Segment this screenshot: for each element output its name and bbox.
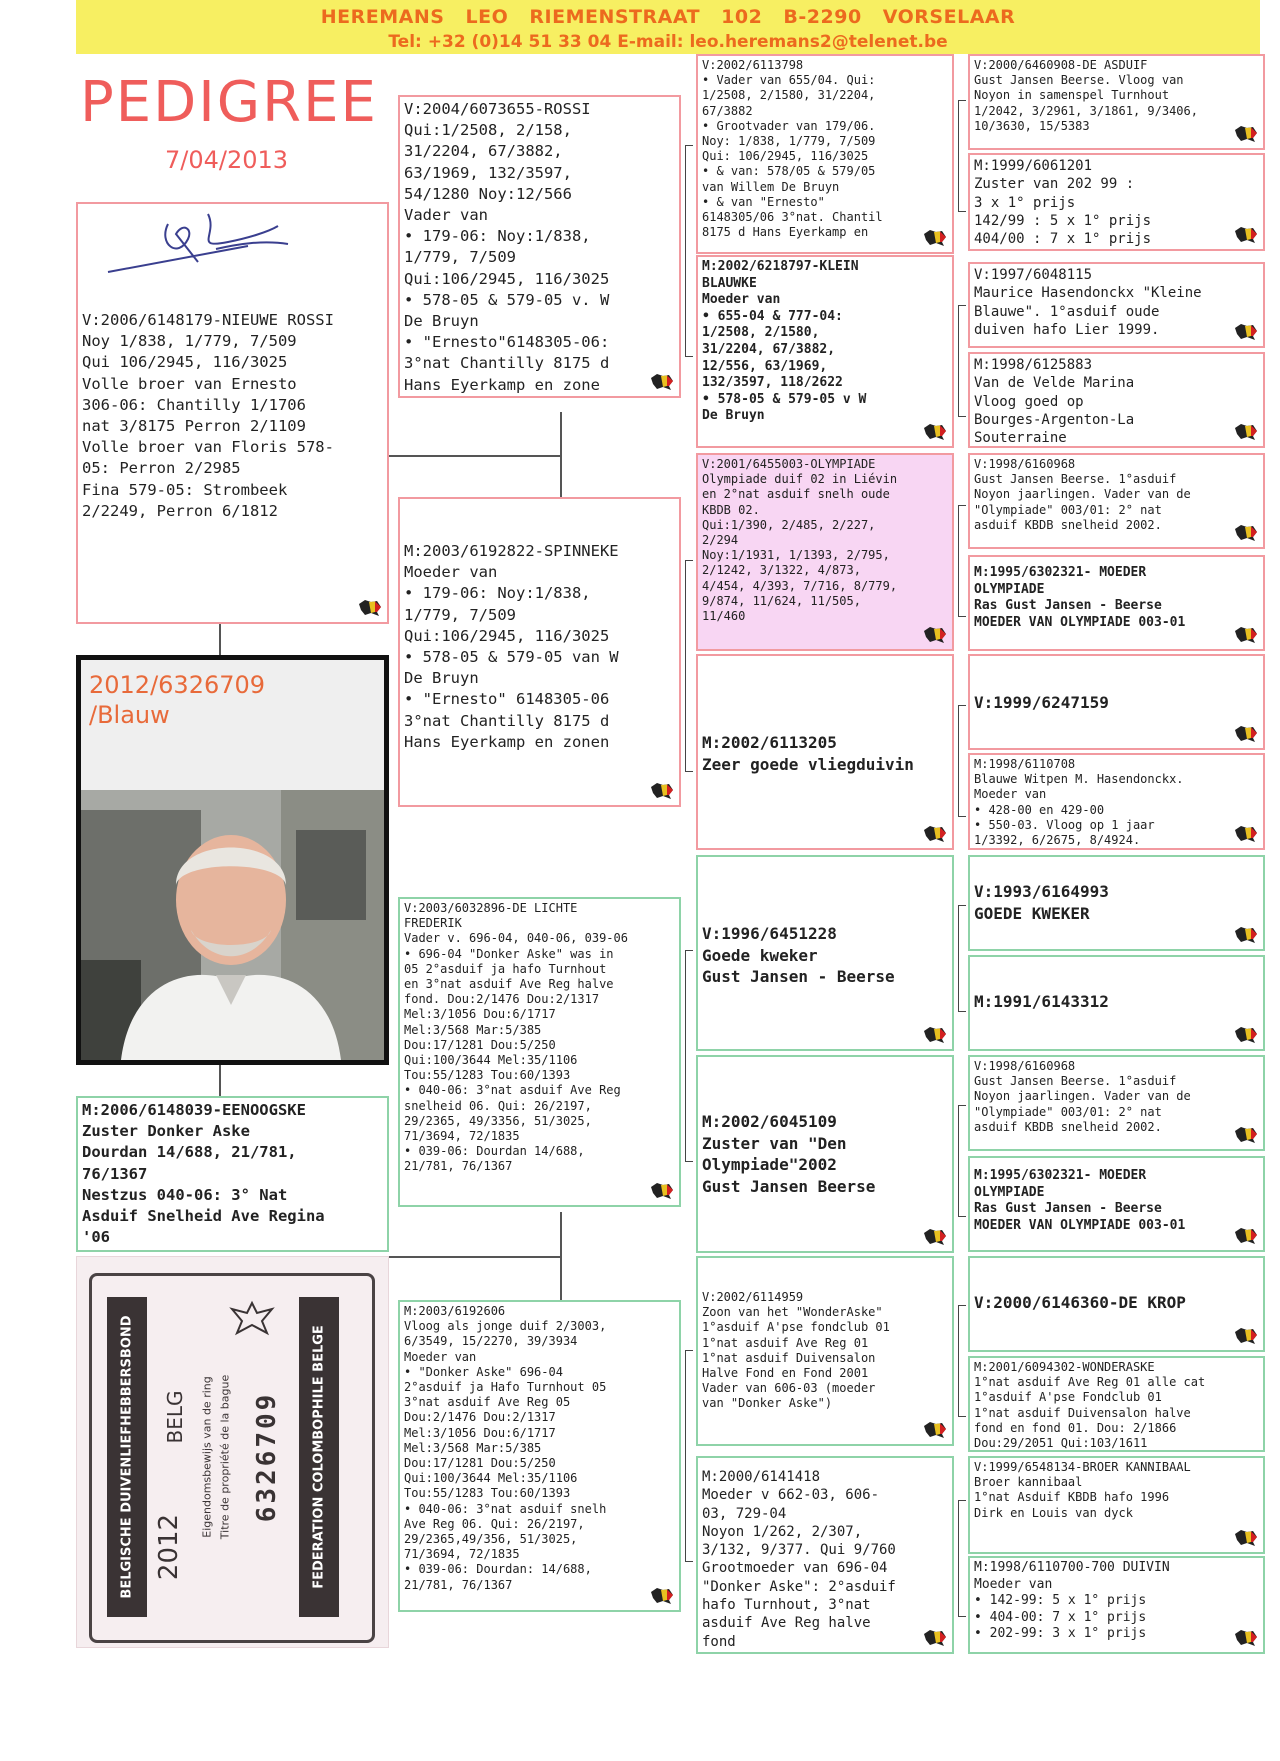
gen4-box-9 [968,855,1265,951]
gen3-text-8: M:2000/6141418 Moeder v 662-03, 606- 03, 729-04 Noyon 1/262, 2/307, 3/132, 9/377. Qui 9/760 Grootmoeder van 696-04 "Donker Aske": 2°asduif hafo Turnhout, 3°nat asduif Ave Reg halve fond [702,1469,896,1650]
pedigree-date: 7/04/2013 [165,146,289,174]
gen4-text-5: V:1998/6160968 Gust Jansen Beerse. 1°asduif Noyon jaarlingen. Vader van de "Olympiade" 003/01: 2° nat asduif KBDB snelheid 2002. [974,457,1191,532]
gen4-text-16: M:1998/6110700-700 DUIVIN Moeder van • 142-99: 5 x 1° prijs • 404-00: 7 x 1° prijs • 202-99: 3 x 1° prijs [974,1560,1170,1642]
gen4-box-7 [968,654,1265,750]
gen3-text-3: V:2001/6455003-OLYMPIADE Olympiade duif 02 in Liévin en 2°nat asduif snelh oude KBDB 02. Qui:1/390, 2/485, 2/227, 2/294 Noy:1/1931, 1/1393, 2/795, 2/1242, 3/1322, 4/873, 4/454, 4/393, 7/716, 8/779, 9/874, 11/624, 11/505, 11/460 [702,457,898,624]
gen4-text-1: V:2000/6460908-DE ASDUIF Gust Jansen Beerse. Vloog van Noyon in samenspel Turnhout 1/2042, 3/2961, 3/1861, 9/3406, 10/3630, 15/5383 [974,58,1198,133]
belgium-map-icon [1233,1226,1259,1246]
dam-of-sire-text: M:2003/6192822-SPINNEKE Moeder van • 179-06: Noy:1/838, 1/779, 7/509 Qui:106/2945, 116/3025 • 578-05 & 579-05 van W De Bruyn • "Ernesto" 6148305-06 3°nat Chantilly 8175 d Hans Eyerkamp en zonen [404,542,619,751]
sire-of-dam-text: V:2003/6032896-DE LICHTE FREDERIK Vader v. 696-04, 040-06, 039-06 • 696-04 "Donker Aske" was in 05 2°asduif ja hafo Turnhout en 3°nat asduif Ave Reg halve fond. Dou:2/1476 Dou:2/1317 Mel:3/1056 Dou:6/1717 Mel:3/568 Mar:5/385 Dou:17/1281 Dou:5/250 Qui:100/3644 Mel:35/1106 Tou:55/1283 Tou:60/1393 • 040-06: 3°nat asduif Ave Reg snelheid 06. Qui: 26/2197, 29/2365, 49/3356, 51/3025, 71/3694, 72/1835 • 039-06: Dourdan 14/688, 21/781, 76/1367 [404,901,628,1174]
header-banner [76,0,1260,54]
belgium-map-icon [1233,523,1259,543]
belgium-map-icon [649,781,675,801]
gen4-box-16 [968,1556,1265,1654]
gen3-text-2: M:2002/6218797-KLEIN BLAUWKE Moeder van • 655-04 & 777-04: 1/2508, 2/1580, 31/2204, 67/3882, 12/556, 63/1969, 132/3597, 118/2622 • 578-05 & 579-05 v W De Bruyn [702,259,867,424]
pigeon-photo [76,655,389,1065]
gen4-text-2: M:1999/6061201 Zuster van 202 99 : 3 x 1° prijs 142/99 : 5 x 1° prijs 404/00 : 7 x 1° prijs [974,158,1152,248]
gen4-text-10: M:1991/6143312 [974,992,1109,1011]
card-small-1: Eigendomsbewijs van de ring [200,1376,214,1538]
gen4-box-3 [968,262,1265,348]
gen4-box-10 [968,955,1265,1051]
gen3-text-7: V:2002/6114959 Zoon van het "WonderAske" 1°asduif A'pse fondclub 01 1°nat asduif Ave Reg 01 1°nat asduif Duivensalon Halve Fond en Fond 2001 Vader van 606-03 (moeder van "Donker Aske") [702,1290,890,1411]
belgium-map-icon [922,1628,948,1648]
gen3-text-6: M:2002/6045109 Zuster van "Den Olympiade"2002 Gust Jansen Beerse [702,1112,876,1196]
gen4-text-6: M:1995/6302321- MOEDER OLYMPIADE Ras Gust Jansen - Beerse MOEDER VAN OLYMPIADE 003-01 [974,565,1186,630]
header-address: HEREMANS LEO RIEMENSTRAAT 102 B-2290 VORSELAAR [320,6,1016,28]
gen3-box-7 [696,1256,954,1446]
belgium-map-icon [922,625,948,645]
belgium-map-icon [1233,625,1259,645]
sire-of-dam-box [398,897,681,1207]
belgium-map-icon [922,1025,948,1045]
gen3-box-4 [696,654,954,850]
gen4-text-13: V:2000/6146360-DE KROP [974,1293,1186,1312]
subject-father-box [76,202,389,624]
card-left-text: BELGISCHE DUIVENLIEFHEBBERSBOND [119,1315,135,1599]
signature [98,204,298,284]
subject-mother-text: M:2006/6148039-EENOOGSKE Zuster Donker Aske Dourdan 14/688, 21/781, 76/1367 Nestzus 040-06: 3° Nat Asduif Snelheid Ave Regina '06 [82,1101,325,1247]
subject-mother-box [76,1096,389,1252]
sire-box [398,95,681,398]
gen3-text-4: M:2002/6113205 Zeer goede vliegduivin [702,733,914,774]
belgium-map-icon [922,228,948,248]
gen3-text-5: V:1996/6451228 Goede kweker Gust Jansen - Beerse [702,924,895,986]
card-number: 6326709 [252,1391,282,1523]
belgium-map-icon [1233,925,1259,945]
belgium-map-icon [1233,225,1259,245]
gen4-box-4 [968,352,1265,448]
belgium-map-icon [1233,1628,1259,1648]
connector-line [389,1256,561,1258]
ring-number-label: 2012/6326709 /Blauw [89,671,266,729]
gen4-box-5 [968,453,1265,549]
gen4-box-6 [968,555,1265,651]
gen4-box-1 [968,54,1265,150]
gen3-box-5 [696,855,954,1051]
gen4-text-11: V:1998/6160968 Gust Jansen Beerse. 1°asduif Noyon jaarlingen. Vader van de "Olympiade" 003/01: 2° nat asduif KBDB snelheid 2002. [974,1059,1191,1134]
sire-text: V:2004/6073655-ROSSI Qui:1/2508, 2/158, 31/2204, 67/3882, 63/1969, 132/3597, 54/1280 Noy:12/566 Vader van • 179-06: Noy:1/838, 1/779, 7/509 Qui:106/2945, 116/3025 • 578-05 & 579-05 v. W De Bruyn • "Ernesto"6148305-06: 3°nat Chantilly 8175 d Hans Eyerkamp en zone [404,100,610,394]
gen4-text-7: V:1999/6247159 [974,693,1109,712]
belgium-map-icon [649,1181,675,1201]
belgium-map-icon [1233,1025,1259,1045]
dam-of-sire-box [398,497,681,807]
gen3-box-1 [696,54,954,254]
gen4-box-14 [968,1356,1265,1452]
gen3-box-8 [696,1456,954,1654]
belgium-map-icon [649,1586,675,1606]
belgium-map-icon [1233,1125,1259,1145]
connector-line [560,1212,562,1300]
belgium-map-icon [1233,1528,1259,1548]
header-contact: Tel: +32 (0)14 51 33 04 E-mail: leo.heremans2@telenet.be [388,32,948,52]
belgium-map-icon [922,1420,948,1440]
belgium-map-icon [649,372,675,392]
connector-line [219,1065,221,1096]
belgium-map-icon [1233,1326,1259,1346]
gen4-box-2 [968,153,1265,251]
gen4-text-8: M:1998/6110708 Blauwe Witpen M. Hasendonckx. Moeder van • 428-00 en 429-00 • 550-03. Vloog op 1 jaar 1/3392, 6/2675, 8/4924. [974,757,1184,848]
gen4-box-8 [968,753,1265,850]
belgium-map-icon [1233,422,1259,442]
connector-line [560,412,562,497]
card-small-2: Titre de propriété de la bague [218,1374,232,1540]
gen4-box-11 [968,1055,1265,1151]
card-year: 2012 [154,1513,184,1581]
gen3-box-3 [696,453,954,651]
gen4-text-4: M:1998/6125883 Van de Velde Marina Vloog goed op Bourges-Argenton-La Souterraine [974,357,1135,447]
connector-line [219,624,221,655]
connector-line [389,455,561,457]
belgium-map-icon [922,824,948,844]
belgium-map-icon [1233,322,1259,342]
gen3-box-6 [696,1055,954,1253]
belgium-map-icon [922,1227,948,1247]
card-country: BELG [163,1390,187,1444]
gen4-box-13 [968,1256,1265,1352]
gen4-text-9: V:1993/6164993 GOEDE KWEKER [974,882,1109,923]
gen3-box-2 [696,255,954,448]
card-eagle-icon [227,1299,277,1339]
gen4-box-15 [968,1456,1265,1554]
subject-father-text: V:2006/6148179-NIEUWE ROSSI Noy 1/838, 1/779, 7/509 Qui 106/2945, 116/3025 Volle broer van Ernesto 306-06: Chantilly 1/1706 nat 3/8175 Perron 2/1109 Volle broer van Floris 578- 05: Perron 2/2985 Fina 579-05: Strombeek 2/2249, Perron 6/1812 [82,311,334,520]
belgium-map-icon [357,598,383,618]
gen4-text-3: V:1997/6048115 Maurice Hasendonckx "Kleine Blauwe". 1°asduif oude duiven hafo Lier 1999. [974,267,1202,338]
ownership-card [76,1256,389,1648]
card-right-text: FEDERATION COLOMBOPHILE BELGE [311,1325,327,1589]
belgium-map-icon [922,422,948,442]
gen4-text-15: V:1999/6548134-BROER KANNIBAAL Broer kannibaal 1°nat Asduif KBDB hafo 1996 Dirk en Louis van dyck [974,1460,1191,1520]
dam-of-dam-text: M:2003/6192606 Vloog als jonge duif 2/3003, 6/3549, 15/2270, 39/3934 Moeder van • "Donker Aske" 696-04 2°asduif ja Hafo Turnhout 05 3°nat asduif Ave Reg 05 Dou:2/1476 Dou:2/1317 Mel:3/1056 Dou:6/1717 Mel:3/568 Mar:5/385 Dou:17/1281 Dou:5/250 Qui:100/3644 Mel:35/1106 Tou:55/1283 Tou:60/1393 • 040-06: 3°nat asduif snelh Ave Reg 06. Qui: 26/2197, 29/2365,49/356, 51/3025, 71/3694, 72/1835 • 039-06: Dourdan: 14/688, 21/781, 76/1367 [404,1304,607,1592]
belgium-map-icon [1233,124,1259,144]
belgium-map-icon [1233,824,1259,844]
dam-of-dam-box [398,1300,681,1612]
gen4-text-14: M:2001/6094302-WONDERASKE 1°nat asduif Ave Reg 01 alle cat 1°asduif A'pse Fondclub 01 1°nat asduif Duivensalon halve fond en fond 01. Dou: 2/1866 Dou:29/2051 Qui:103/1611 [974,1360,1206,1451]
gen4-box-12 [968,1156,1265,1252]
gen4-text-12: M:1995/6302321- MOEDER OLYMPIADE Ras Gust Jansen - Beerse MOEDER VAN OLYMPIADE 003-01 [974,1168,1186,1233]
gen3-text-1: V:2002/6113798 • Vader van 655/04. Qui: 1/2508, 2/1580, 31/2204, 67/3882 • Grootvader van 179/06. Noy: 1/838, 1/779, 7/509 Qui: 106/2945, 116/3025 • & van: 578/05 & 579/05 van Willem De Bruyn • & van "Ernesto" 6148305/06 3°nat. Chantil 8175 d Hans Eyerkamp en [702,58,883,240]
belgium-map-icon [1233,724,1259,744]
man-portrait [81,790,384,1060]
page-title: PEDIGREE [80,70,378,135]
